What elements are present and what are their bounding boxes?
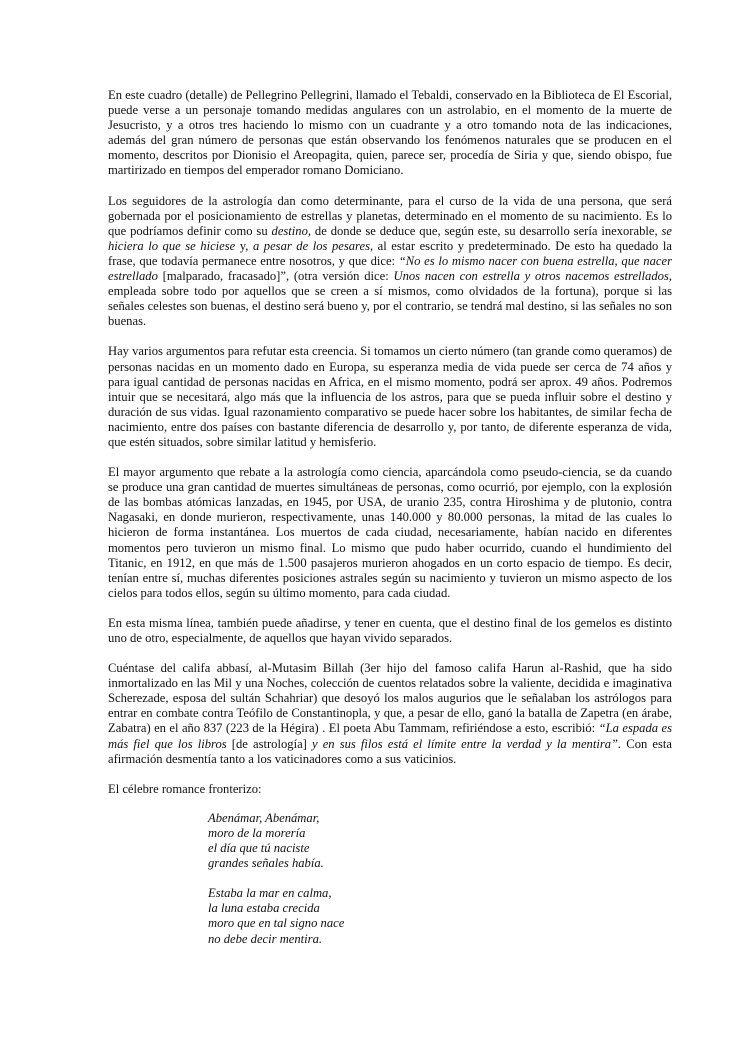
paragraph <box>108 344 672 450</box>
italic-text: “La espada es más fiel que los libros <box>108 721 672 751</box>
poem-stanza <box>208 886 672 946</box>
italic-text: a pesar de los pesares <box>252 238 370 253</box>
poem-line: el día que tú naciste <box>208 841 310 856</box>
text-run: El célebre romance fronterizo: <box>108 781 262 796</box>
text-run: Hay varios argumentos para refutar esta creencia. Si tomamos un cierto número (tan grande como queramos) de personas nacidas en un momento dado en Europa, su esperanza media de vida puede ser cerca de 74 años y para igual cantidad de personas nacidas en Africa, en el mismo momento, podrá ser aprox. 49 años. Podremos intuir que se necesitará, algo más que la influencia de los astros, para que se pueda influir sobre el destino y duración de sus vidas. Igual razonamiento comparativo se puede hacer sobre los habitantes, de similar fecha de nacimiento, entre dos países con bastante diferencia de desarrollo y, por tanto, de diferente esperanza de vida, que estén situados, sobre similar latitud y hemisferio. <box>108 344 672 449</box>
text-run: y, <box>235 238 253 253</box>
text-run: [de astrología] <box>226 736 312 751</box>
paragraph <box>108 661 672 767</box>
poem-romance-fronterizo <box>208 811 672 947</box>
poem-line: no debe decir mentira. <box>208 931 323 946</box>
poem-line: grandes señales había. <box>208 856 324 871</box>
text-run: El mayor argumento que rebate a la astrología como ciencia, aparcándola como pseudo-ciencia, se da cuando se produce una gran cantidad de muertes simultáneas de personas, como ocurrió, por ejemplo, con la explosión de las bombas atómicas lanzadas, en 1945, por USA, de uranio 235, contra Hiroshima y de plutonio, contra Nagasaki, en donde murieron, respectivamente, unas 140.000 y 80.000 personas, la mitad de las cuales lo hicieron de forma instantánea. Los muertos de cada ciudad, necesariamente, habían nacido en diferentes momentos pero tuvieron un mismo final. Lo mismo que pudo haber ocurrido, cuando el hundimiento del Titanic, en 1912, en que más de 1.500 pasajeros murieron ahogados en un corto espacio de tiempo. Es decir, tenían entre sí, muchas diferentes posiciones astrales según su nacimiento y tuvieron un mismo aspecto de los cielos para todos ellos, según su último momento, para cada ciudad. <box>108 465 672 600</box>
body-text <box>108 88 672 797</box>
italic-text: destino, <box>271 223 312 238</box>
text-run: de donde se deduce que, según este, su desarrollo sería inexorable, <box>311 223 662 238</box>
document-page <box>108 88 672 962</box>
text-run: En esta misma línea, también puede añadirse, y tener en cuenta, que el destino final de los gemelos es distinto uno de otro, especialmente, de aquellos que hayan vivido separados. <box>108 615 672 645</box>
text-run: Los seguidores de la astrología dan como determinante, para el curso de la vida de una persona, que será gobernada por el posicionamiento de estrellas y planetas, determinado en el momento de su nacimiento. Es lo que podríamos definir como su <box>108 193 672 238</box>
text-run: , al estar escrito y predeterminado. De esto ha quedado la frase, que todavía permanece entre nosotros, y que dice: <box>108 238 672 268</box>
text-run: Con esta afirmación desmentía tanto a los vaticinadores como a sus vaticinios. <box>108 736 673 766</box>
paragraph <box>108 194 672 330</box>
text-run: En este cuadro (detalle) de Pellegrino Pellegrini, llamado el Tebaldi, conservado en la Biblioteca de El Escorial, puede verse a un personaje tomando medidas angulares con un astrolabio, en el momento de la muerte de Jesucristo, y a otros tres haciendo lo mismo con un cuadrante y a otro tomando nota de las indicaciones, además del gran número de personas que están observando los fenómenos naturales que se producen en el momento, descritos por Dionisio el Areopagita, quien, parece ser, procedía de Siria y que, siendo obispo, fue martirizado en tiempos del emperador romano Domiciano. <box>108 88 672 178</box>
italic-text: “No es lo mismo nacer con buena estrella, que nacer estrellado <box>108 253 672 284</box>
poem-line: Estaba la mar en calma, <box>208 886 332 901</box>
text-run: [malparado, fracasado]”, (otra versión dice: <box>157 269 394 284</box>
italic-text: y en sus filos está el límite entre la verdad y la mentira”. <box>311 736 622 751</box>
poem-line: moro de la morería <box>208 825 306 840</box>
poem-stanza <box>208 811 672 871</box>
paragraph <box>108 782 672 797</box>
paragraph <box>108 465 672 601</box>
paragraph <box>108 616 672 646</box>
poem-line: moro que en tal signo nace <box>208 916 345 931</box>
poem-line: Abenámar, Abenámar, <box>208 810 320 825</box>
poem-line: la luna estaba crecida <box>208 901 320 916</box>
paragraph <box>108 88 672 179</box>
italic-text: Unos nacen con estrella y otros nacemos estrellados, <box>393 269 672 284</box>
text-run: Cuéntase del califa abbasí, al-Mutasim Billah (3er hijo del famoso califa Harun al-Rashid, que ha sido inmortalizado en las Mil y una Noches, colección de cuentos relatados sobre la valiente, decidida e imaginativa Scherezade, esposa del sultán Schahriar) que desoyó los malos augurios que le señalaban los astrólogos para entrar en combate contra Teófilo de Constantinopla, y que, a pesar de ello, ganó la batalla de Zapetra (en árabe, Zabatra) en el año 837 (223 de la Hégira) . El poeta Abu Tammam, refiriéndose a esto, escribió: <box>108 661 672 736</box>
text-run: empleada sobre todo por aquellos que se creen a sí mismos, como olvidados de la fortuna), porque si las señales celestes son buenas, el destino será bueno y, por el contrario, se tendrá mal destino, si las señales no son buenas. <box>108 284 672 329</box>
italic-text: se hiciera lo que se hiciese <box>108 223 672 253</box>
